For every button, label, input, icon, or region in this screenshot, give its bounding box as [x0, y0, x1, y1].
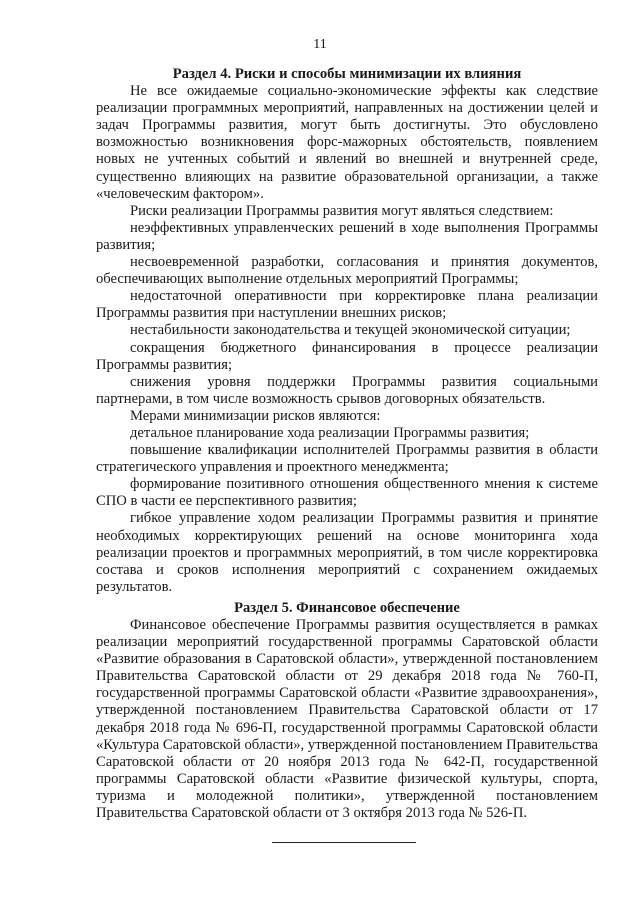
- footer-divider: [272, 842, 416, 843]
- section-4-paragraph: Не все ожидаемые социально-экономические эффекты как следствие реализации программных мероприятий, направленных на достижении целей и задач Программы развития, могут быть достигнуты. Это обусловлено возможностью возникновения форс-мажорных обстоятельств, появлением новых не учтенных событий и явлений во внешней и внутренней среде, существенно влияющих на развитие образовательной организации, а также «человеческим фактором».: [96, 83, 598, 202]
- section-4-title: Раздел 4. Риски и способы минимизации их влияния: [172, 66, 522, 82]
- risk-list-item: несвоевременной разработки, согласования и принятия документов, обеспечивающих выполнение отдельных мероприятий Программы;: [96, 254, 598, 288]
- section-4-paragraph: Риски реализации Программы развития могут являться следствием:: [130, 202, 554, 219]
- risk-list-item: снижения уровня поддержки Программы развития социальными партнерами, в том числе возможность срывов договорных обязательств.: [96, 373, 598, 407]
- measure-list-item: детальное планирование хода реализации Программы развития;: [130, 424, 530, 441]
- measure-list-item: повышение квалификации исполнителей Программы развития в области стратегического управления и проектного менеджмента;: [96, 442, 598, 476]
- section-4-paragraph: Мерами минимизации рисков являются:: [130, 407, 381, 424]
- risk-list-item: сокращения бюджетного финансирования в процессе реализации Программы развития;: [96, 339, 598, 373]
- page-number: 11: [313, 37, 327, 52]
- risk-list-item: недостаточной оперативности при корректировке плана реализации Программы развития при наступлении внешних рисков;: [96, 288, 598, 322]
- risk-list-item: нестабильности законодательства и текущей экономической ситуации;: [130, 322, 571, 339]
- risk-list-item: неэффективных управленческих решений в ходе выполнения Программы развития;: [96, 219, 598, 253]
- section-5-paragraph: Финансовое обеспечение Программы развития осуществляется в рамках реализации мероприятий государственной программы Саратовской области «Развитие образования в Саратовской области», утвержденной постановлением Правительства Саратовской области от 29 декабря 2018 года № 760-П, государственной программы Саратовской области «Развитие здравоохранения», утвержденной постановлением Правительства Саратовской области от 17 декабря 2018 года № 696-П, государственной программы Саратовской области «Культура Саратовской области», утвержденной постановлением Правительства Саратовской области от 20 ноября 2013 года № 642-П, государственной программы Саратовской области «Развитие физической культуры, спорта, туризма и молодежной политики», утвержденной постановлением Правительства Саратовской области от 3 октября 2013 года № 526-П.: [96, 617, 598, 822]
- measure-list-item: формирование позитивного отношения общественного мнения к системе СПО в части ее перспективного развития;: [96, 476, 598, 510]
- page-content: [96, 66, 598, 822]
- measure-list-item: гибкое управление ходом реализации Программы развития и принятие необходимых корректирующих решений на основе мониторинга хода реализации проектов и программных мероприятий, в том числе корректировка состава и сроков исполнения мероприятий с сохранением ожидаемых результатов.: [96, 510, 598, 595]
- section-5-title: Раздел 5. Финансовое обеспечение: [234, 599, 460, 616]
